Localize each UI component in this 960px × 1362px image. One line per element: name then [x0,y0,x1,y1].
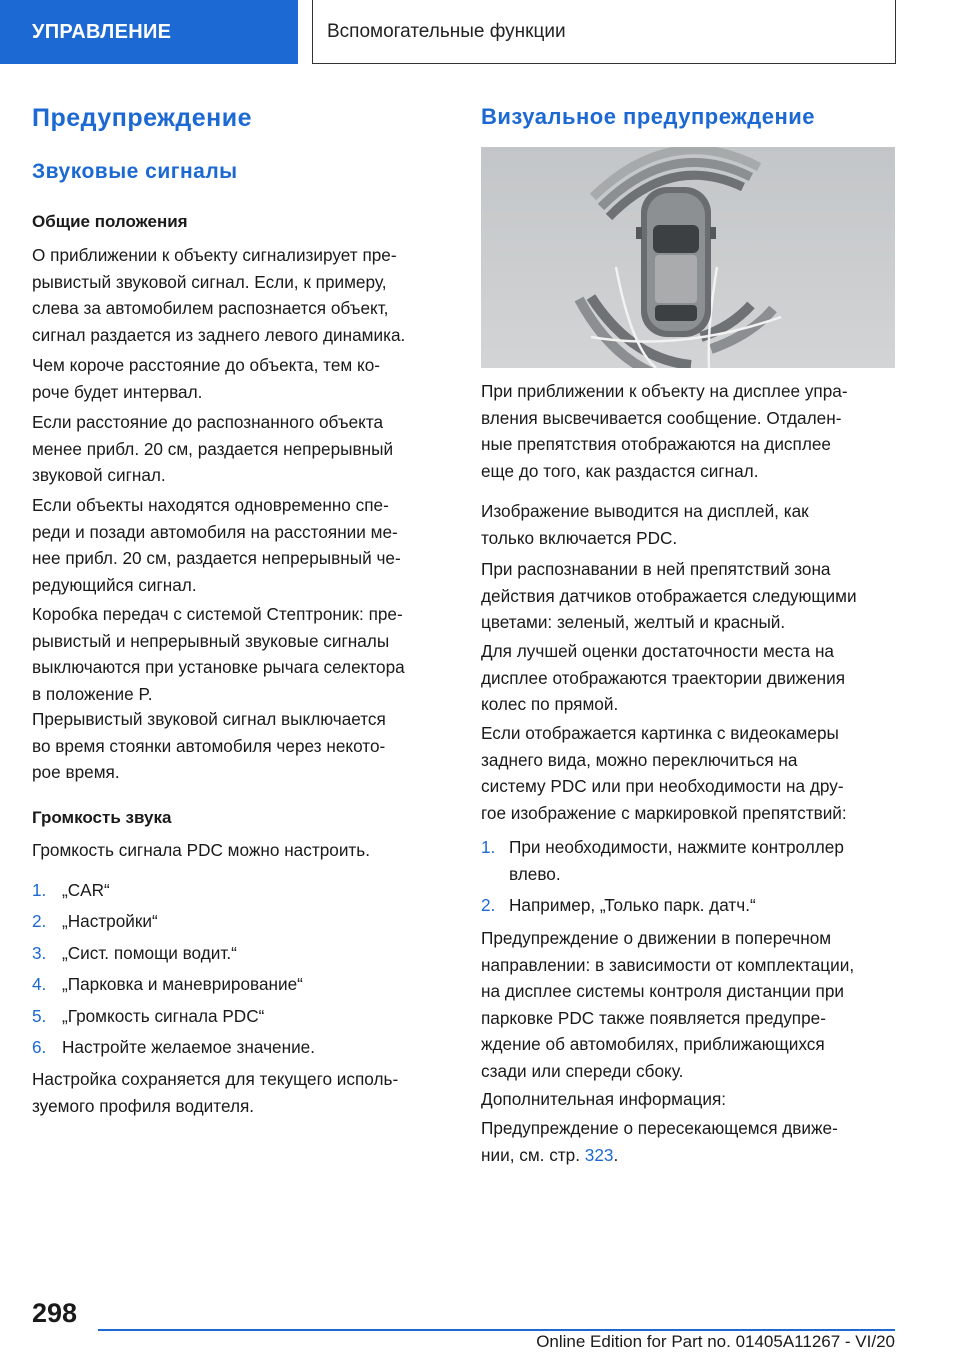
subheading-general: Общие положения [32,212,188,231]
paragraph: При приближении к объекту на дисплее упра- вления высвечивается сообщение. Отдален- ные препятствия отображаются на дисплее еще до того, как раздастся сигнал. [481,381,848,481]
list-number: 3. [32,943,47,963]
list-text: „Сист. помощи водит.“ [62,943,237,963]
list-item [481,834,901,887]
paragraph: Громкость сигнала PDC можно настроить. [32,840,371,860]
paragraph: При распознавании в ней препятствий зона действия датчиков отображается следующими цветами: зеленый, желтый и красный. [481,559,857,632]
list-number: 5. [32,1006,47,1026]
list-item [32,877,457,903]
list-item [32,908,457,934]
paragraph: Предупреждение о движении в поперечном направлении: в зависимости от комплектации, на дисплее системы контроля дистанции при парковке PDC также появляется предупре- ждение об автомобилях, приближающихся сзади или спереди сбоку. [481,928,855,1081]
page-number: 298 [32,1298,78,1328]
cross-reference-paragraph [481,1115,901,1168]
list-number: 1. [481,837,496,857]
paragraph: О приближении к объекту сигнализирует пре- рывистый звуковой сигнал. Если, к примеру, слева за автомобилем распознается объект, сигнал раздается из заднего левого динамика. [32,245,406,345]
list-text: „CAR“ [62,880,110,900]
subheading-volume: Громкость звука [32,808,172,827]
section-heading-visual: Визуальное предупреждение [481,104,816,129]
edition-info: Online Edition for Part no. 01405A11267 - VI/20 [536,1332,895,1351]
list-item [481,892,901,918]
paragraph: Если объекты находятся одновременно спе- реди и позади автомобиля на расстоянии ме- нее прибл. 20 см, раздается непрерывный че- редующийся сигнал. [32,495,401,595]
list-text: Например, „Только парк. датч.“ [509,895,756,915]
cross-reference-text: Предупреждение о пересекающемся движе- нии, см. стр. [481,1118,838,1165]
list-item [32,1003,457,1029]
paragraph: Для лучшей оценки достаточности места на дисплее отображаются траектории движения колес по прямой. [481,641,846,714]
list-text: Настройте желаемое значение. [62,1037,316,1057]
pdc-illustration-svg [481,147,895,368]
paragraph: Настройка сохраняется для текущего исполь- зуемого профиля водителя. [32,1069,399,1116]
paragraph: Прерывистый звуковой сигнал выключается во время стоянки автомобиля через некото- рое время. [32,709,386,782]
pdc-display-illustration [481,147,895,368]
page-link[interactable]: 323 [584,1144,614,1165]
section-tab: УПРАВЛЕНИЕ [0,0,298,64]
page-title: Предупреждение [32,104,253,132]
paragraph: Если расстояние до распознанного объекта менее прибл. 20 см, раздается непрерывный звуковой сигнал. [32,412,394,485]
list-number: 1. [32,880,47,900]
list-number: 6. [32,1037,47,1057]
paragraph: Изображение выводится на дисплей, как только включается PDC. [481,501,809,548]
list-item [32,940,457,966]
list-text: При необходимости, нажмите контроллер влево. [509,837,844,884]
section-heading-sound: Звуковые сигналы [32,160,238,183]
paragraph: Дополнительная информация: [481,1089,727,1109]
footer-divider [98,1329,895,1331]
list-number: 2. [481,895,496,915]
list-number: 4. [32,974,47,994]
list-text: „Парковка и маневрирование“ [62,974,303,994]
paragraph: Чем короче расстояние до объекта, тем ко- роче будет интервал. [32,355,381,402]
list-item [32,1034,457,1060]
cross-reference-end: . [613,1144,619,1165]
chapter-title: Вспомогательные функции [312,0,896,64]
list-text: „Громкость сигнала PDC“ [62,1006,265,1026]
paragraph: Если отображается картинка с видеокамеры заднего вида, можно переключиться на систему PDC или при необходимости на дру- гое изображение с маркировкой препятствий: [481,723,847,823]
list-number: 2. [32,911,47,931]
paragraph: Коробка передач с системой Стептроник: пре- рывистый и непрерывный звуковые сигналы выключаются при установке рычага селектора в положение P. [32,604,405,704]
list-item [32,971,457,997]
list-text: „Настройки“ [62,911,158,931]
car-top-view-icon [636,187,716,337]
